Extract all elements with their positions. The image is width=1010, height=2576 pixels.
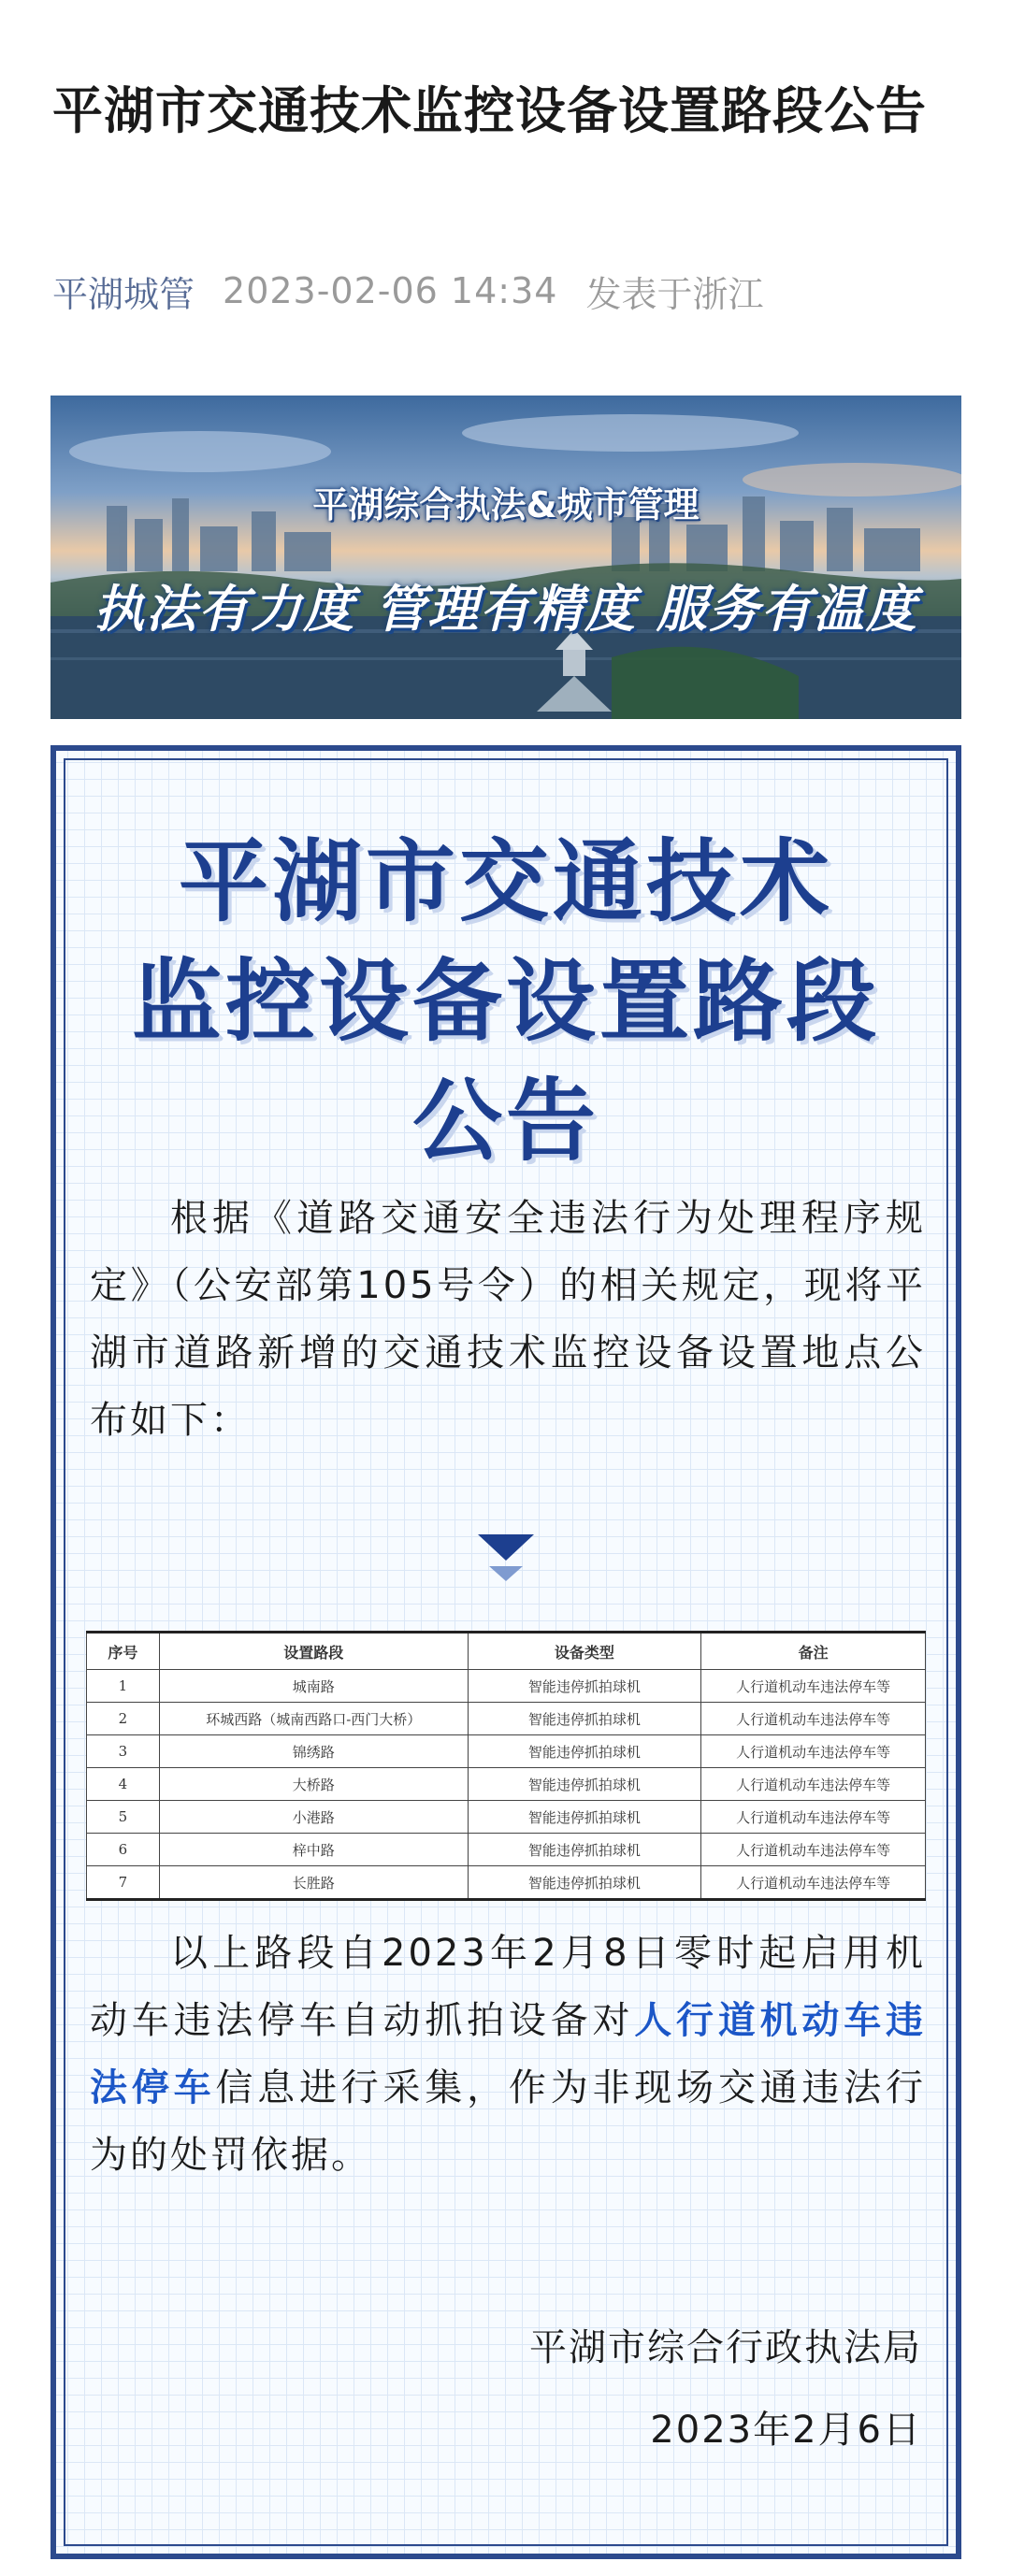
table-header-cell: 序号: [87, 1633, 160, 1670]
table-cell: 人行道机动车违法停车等: [701, 1735, 926, 1768]
table-cell: 智能违停抓拍球机: [468, 1801, 701, 1834]
table-header-row: [87, 1633, 926, 1670]
notice-title-line-1: 平湖市交通技术: [179, 829, 833, 934]
notice-title: [50, 822, 961, 1181]
notice-title-line-3: 公告: [412, 1069, 599, 1173]
article-meta: [52, 267, 763, 314]
notice-poster: [50, 745, 961, 2559]
double-chevron-down-icon: [476, 1533, 536, 1589]
table-cell: 人行道机动车违法停车等: [701, 1801, 926, 1834]
table-cell: 人行道机动车违法停车等: [701, 1834, 926, 1866]
table-cell: 1: [87, 1670, 160, 1703]
table-cell: 城南路: [159, 1670, 468, 1703]
paragraph2-text-end: 信息进行采集，作为非现场交通违法行为的处罚依据。: [90, 2066, 927, 2177]
header-banner-image: [50, 396, 961, 719]
publish-location: 发表于浙江: [585, 273, 764, 315]
banner-title: 平湖综合执法&城市管理: [312, 484, 700, 525]
table-cell: 4: [87, 1768, 160, 1801]
author-link[interactable]: 平湖城管: [52, 273, 195, 315]
paragraph2-text-start: 以上路段自2023年2月8日零时起启用机动车违法停车自动抓拍设备对: [90, 1932, 926, 2042]
table-cell: 7: [87, 1866, 160, 1900]
table-cell: 锦绣路: [159, 1735, 468, 1768]
table-cell: 3: [87, 1735, 160, 1768]
notice-signature: [529, 2307, 922, 2471]
table-row: [87, 1670, 926, 1703]
banner-cityscape: [50, 396, 961, 719]
table-cell: 智能违停抓拍球机: [468, 1866, 701, 1900]
table-row: [87, 1866, 926, 1900]
table-cell: 环城西路（城南西路口-西门大桥）: [159, 1703, 468, 1735]
table-cell: 2: [87, 1703, 160, 1735]
signature-organization: 平湖市综合行政执法局: [529, 2326, 922, 2369]
monitoring-locations-table: [86, 1631, 926, 1901]
table-header-cell: 设置路段: [159, 1633, 468, 1670]
notice-title-line-2: 监控设备设置路段: [132, 949, 880, 1054]
publish-time: 2023-02-06 14:34: [223, 270, 558, 311]
table-cell: 智能违停抓拍球机: [468, 1834, 701, 1866]
table-cell: 智能违停抓拍球机: [468, 1703, 701, 1735]
article-title: 平湖市交通技术监控设备设置路段公告: [52, 81, 927, 140]
banner-slogan: 执法有力度 管理有精度 服务有温度: [94, 579, 918, 639]
table-row: [87, 1768, 926, 1801]
notice-paragraph-intro: 根据《道路交通安全违法行为处理程序规定》（公安部第105号令）的相关规定，现将平湖市道路新增的交通技术监控设备设置地点公布如下：: [90, 1197, 926, 1442]
paragraph2-highlight: 人行道机动车违法停车: [90, 1999, 927, 2109]
table-cell: 6: [87, 1834, 160, 1866]
table-cell: 梓中路: [159, 1834, 468, 1866]
table-row: [87, 1834, 926, 1866]
table-cell: 智能违停抓拍球机: [468, 1670, 701, 1703]
table-row: [87, 1801, 926, 1834]
table-row: [87, 1735, 926, 1768]
table-cell: 大桥路: [159, 1768, 468, 1801]
notice-paragraph-effective: [90, 1920, 926, 2189]
table-cell: 智能违停抓拍球机: [468, 1768, 701, 1801]
signature-date: 2023年2月6日: [650, 2409, 922, 2452]
table-cell: 智能违停抓拍球机: [468, 1735, 701, 1768]
table-cell: 人行道机动车违法停车等: [701, 1866, 926, 1900]
table-row: [87, 1703, 926, 1735]
table-cell: 人行道机动车违法停车等: [701, 1703, 926, 1735]
table-cell: 长胜路: [159, 1866, 468, 1900]
table-header-cell: 备注: [701, 1633, 926, 1670]
table-cell: 5: [87, 1801, 160, 1834]
table-header-cell: 设备类型: [468, 1633, 701, 1670]
table-cell: 人行道机动车违法停车等: [701, 1670, 926, 1703]
table-cell: 人行道机动车违法停车等: [701, 1768, 926, 1801]
table-cell: 小港路: [159, 1801, 468, 1834]
